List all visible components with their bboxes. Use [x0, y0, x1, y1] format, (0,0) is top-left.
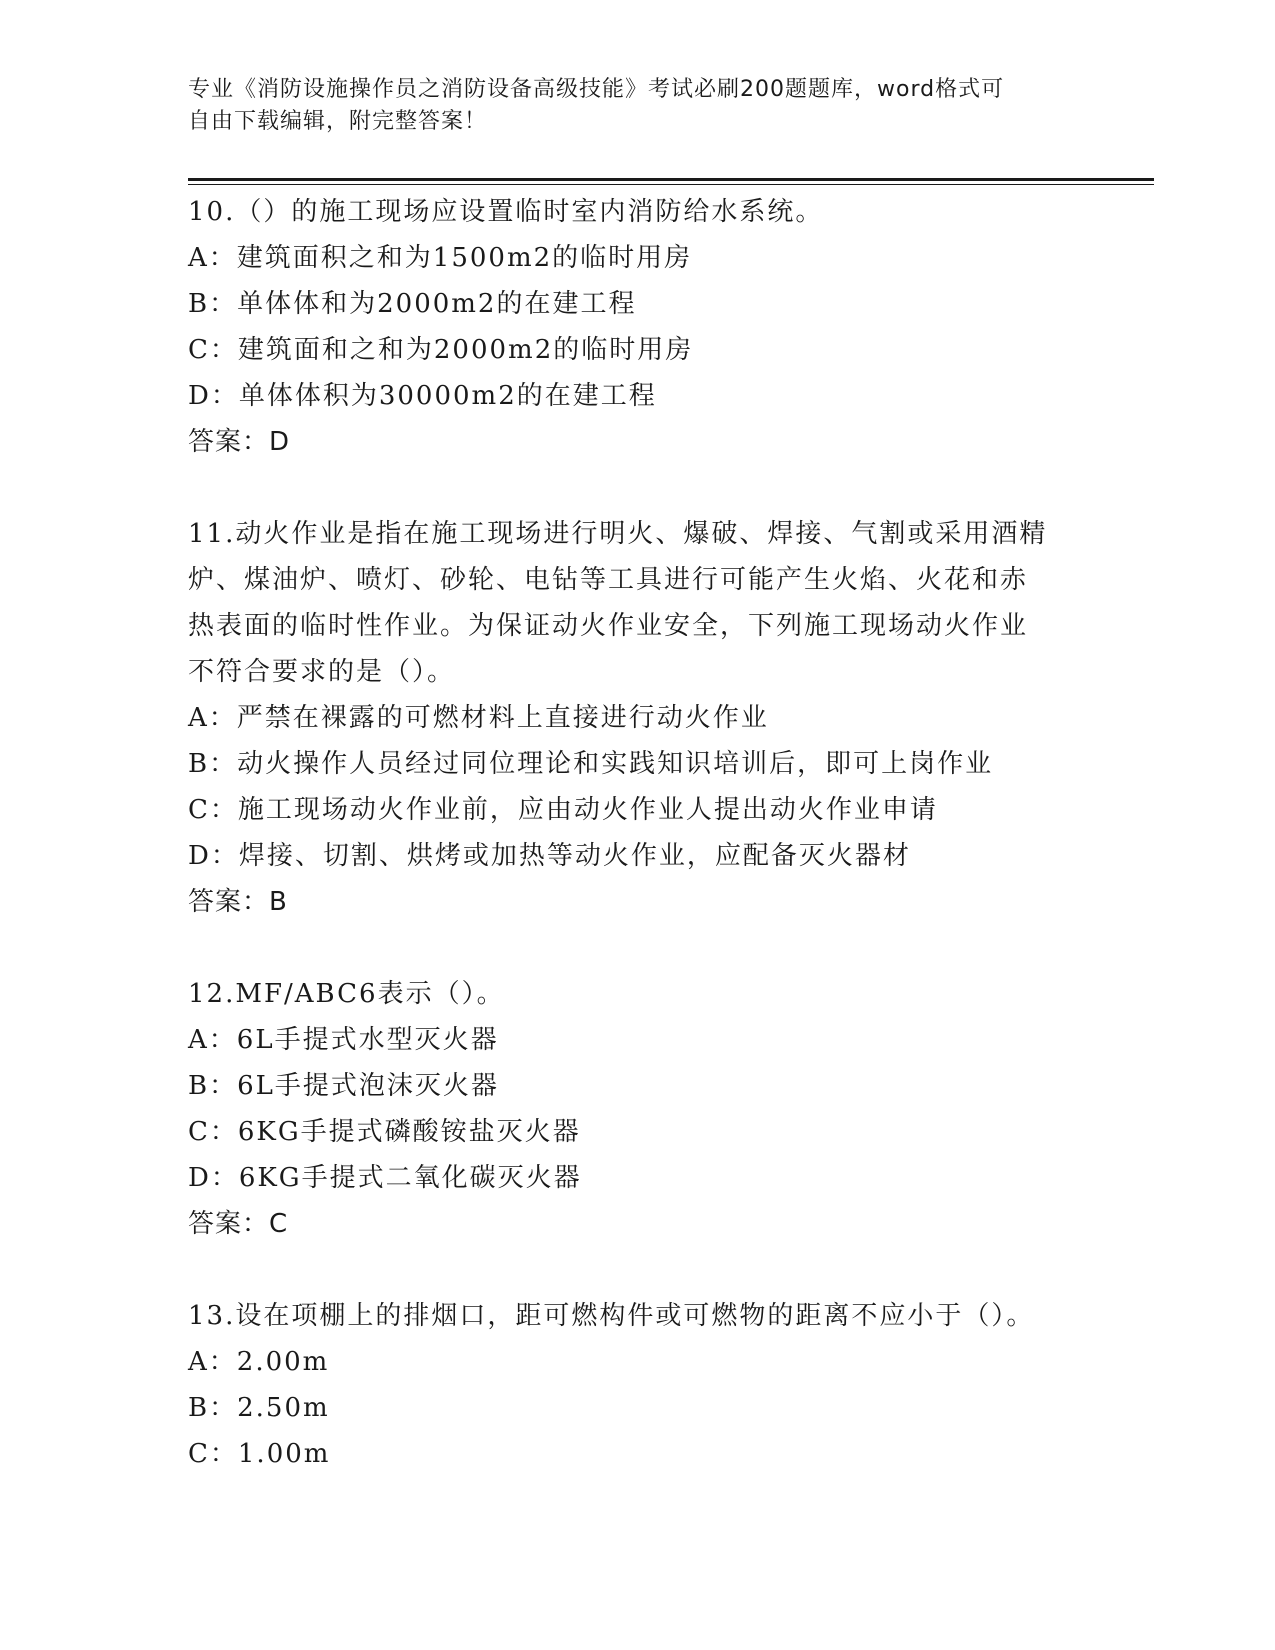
option-a: A：6L手提式水型灭火器	[188, 1025, 499, 1055]
option-c: C：建筑面和之和为2000m2的临时用房	[188, 335, 694, 365]
question-gap	[188, 1247, 1088, 1293]
document-header	[188, 74, 1088, 138]
option-d: D：焊接、切割、烘烤或加热等动火作业，应配备灭火器材	[188, 841, 911, 871]
answer: 答案：C	[188, 1209, 289, 1239]
option-c: C：施工现场动火作业前，应由动火作业人提出动火作业申请	[188, 795, 938, 825]
question-stem: 11.动火作业是指在施工现场进行明火、爆破、焊接、气割或采用酒精	[188, 519, 1048, 549]
question-gap	[188, 465, 1088, 511]
option-c: C：6KG手提式磷酸铵盐灭火器	[188, 1117, 581, 1147]
header-divider-thick	[188, 178, 1154, 181]
question-12	[188, 971, 1088, 1247]
question-stem: 不符合要求的是（）。	[188, 657, 456, 687]
question-13	[188, 1293, 1088, 1477]
question-stem: 10.（）的施工现场应设置临时室内消防给水系统。	[188, 197, 824, 227]
answer: 答案：B	[188, 887, 288, 917]
header-line-2: 自由下载编辑，附完整答案！	[188, 109, 488, 134]
option-b: B：6L手提式泡沫灭火器	[188, 1071, 499, 1101]
answer: 答案：D	[188, 427, 291, 457]
question-list	[188, 189, 1088, 1477]
option-a: A：严禁在裸露的可燃材料上直接进行动火作业	[188, 703, 769, 733]
question-stem: 热表面的临时性作业。为保证动火作业安全，下列施工现场动火作业	[188, 611, 1029, 641]
header-line-1: 专业《消防设施操作员之消防设备高级技能》考试必刷200题题库，word格式可	[188, 77, 1005, 102]
question-stem: 炉、煤油炉、喷灯、砂轮、电钻等工具进行可能产生火焰、火花和赤	[188, 565, 1029, 595]
option-a: A：建筑面积之和为1500m2的临时用房	[188, 243, 693, 273]
option-a: A：2.00m	[188, 1347, 330, 1377]
question-stem: 12.MF/ABC6表示（）。	[188, 979, 505, 1009]
option-b: B：动火操作人员经过同位理论和实践知识培训后，即可上岗作业	[188, 749, 994, 779]
option-b: B：2.50m	[188, 1393, 330, 1423]
option-c: C：1.00m	[188, 1439, 331, 1469]
question-stem: 13.设在项棚上的排烟口，距可燃构件或可燃物的距离不应小于（）。	[188, 1301, 1035, 1331]
question-gap	[188, 925, 1088, 971]
option-b: B：单体体和为2000m2的在建工程	[188, 289, 637, 319]
header-divider-thin	[188, 184, 1154, 185]
question-10	[188, 189, 1088, 465]
option-d: D：单体体积为30000m2的在建工程	[188, 381, 657, 411]
question-11	[188, 511, 1088, 925]
option-d: D：6KG手提式二氧化碳灭火器	[188, 1163, 582, 1193]
